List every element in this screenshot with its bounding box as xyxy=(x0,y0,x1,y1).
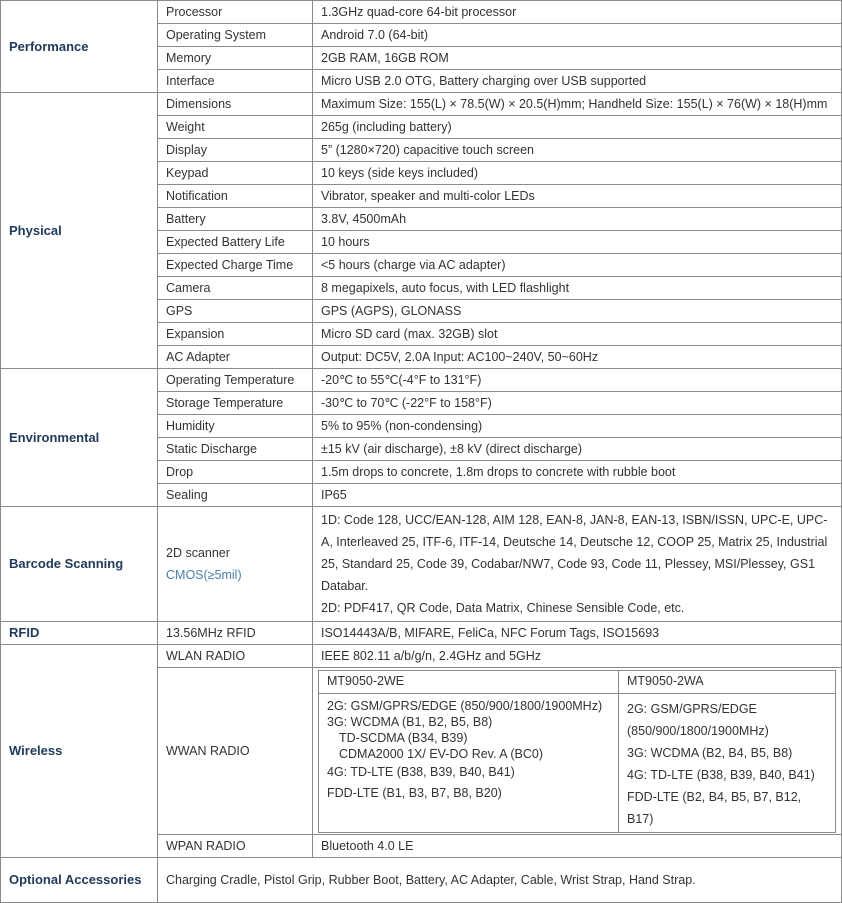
spec-value: -20℃ to 55℃(-4°F to 131°F) xyxy=(313,369,842,392)
spec-label: Memory xyxy=(158,47,313,70)
spec-value: GPS (AGPS), GLONASS xyxy=(313,300,842,323)
spec-label: Processor xyxy=(158,1,313,24)
spec-value: 5% to 95% (non-condensing) xyxy=(313,415,842,438)
spec-value: ISO14443A/B, MIFARE, FeliCa, NFC Forum Tags, ISO15693 xyxy=(313,622,842,645)
spec-label: Operating Temperature xyxy=(158,369,313,392)
model-bands xyxy=(619,694,836,833)
spec-label xyxy=(158,507,313,622)
spec-value: Micro SD card (max. 32GB) slot xyxy=(313,323,842,346)
scanner-sublabel: CMOS(≥5mil) xyxy=(166,568,242,582)
band-line: 3G: WCDMA (B2, B4, B5, B8) xyxy=(627,746,793,760)
spec-label: Operating System xyxy=(158,24,313,47)
table-row xyxy=(319,671,836,694)
spec-label: Humidity xyxy=(158,415,313,438)
wwan-models-table xyxy=(318,670,836,833)
table-row xyxy=(1,369,842,392)
spec-label: Notification xyxy=(158,185,313,208)
spec-value: IEEE 802.11 a/b/g/n, 2.4GHz and 5GHz xyxy=(313,645,842,668)
spec-label: Expansion xyxy=(158,323,313,346)
spec-label: Dimensions xyxy=(158,93,313,116)
table-row xyxy=(1,1,842,24)
table-row xyxy=(1,645,842,668)
spec-value: Android 7.0 (64-bit) xyxy=(313,24,842,47)
spec-label: Storage Temperature xyxy=(158,392,313,415)
spec-label: 13.56MHz RFID xyxy=(158,622,313,645)
spec-label: Interface xyxy=(158,70,313,93)
spec-value: 5” (1280×720) capacitive touch screen xyxy=(313,139,842,162)
section-category: Environmental xyxy=(1,369,158,507)
spec-value: Maximum Size: 155(L) × 78.5(W) × 20.5(H)mm; Handheld Size: 155(L) × 76(W) × 18(H)mm xyxy=(313,93,842,116)
spec-label: AC Adapter xyxy=(158,346,313,369)
section-category: Wireless xyxy=(1,645,158,858)
band-line: FDD-LTE (B2, B4, B5, B7, B12, B17) xyxy=(627,790,802,826)
spec-label: WPAN RADIO xyxy=(158,835,313,858)
spec-value: Bluetooth 4.0 LE xyxy=(313,835,842,858)
scanner-type: 2D scanner xyxy=(166,546,230,560)
section-category: Optional Accessories xyxy=(1,858,158,903)
spec-value xyxy=(313,507,842,622)
spec-label: Expected Battery Life xyxy=(158,231,313,254)
table-row xyxy=(1,93,842,116)
section-category: Physical xyxy=(1,93,158,369)
band-line: 4G: TD-LTE (B38, B39, B40, B41) xyxy=(327,765,515,779)
band-line: 2G: GSM/GPRS/EDGE (850/900/1800/1900MHz) xyxy=(627,702,769,738)
spec-value: 1.3GHz quad-core 64-bit processor xyxy=(313,1,842,24)
band-line: FDD-LTE (B1, B3, B7, B8, B20) xyxy=(327,786,502,800)
table-row xyxy=(319,694,836,833)
spec-value: IP65 xyxy=(313,484,842,507)
barcode-2d: 2D: PDF417, QR Code, Data Matrix, Chinese Sensible Code, etc. xyxy=(321,601,685,615)
spec-label: Expected Charge Time xyxy=(158,254,313,277)
spec-label: GPS xyxy=(158,300,313,323)
spec-label: Camera xyxy=(158,277,313,300)
model-name: MT9050-2WE xyxy=(319,671,619,694)
spec-label: Keypad xyxy=(158,162,313,185)
section-category: RFID xyxy=(1,622,158,645)
table-row xyxy=(1,858,842,903)
spec-value: Micro USB 2.0 OTG, Battery charging over USB supported xyxy=(313,70,842,93)
spec-value: 2GB RAM, 16GB ROM xyxy=(313,47,842,70)
band-line: 3G: WCDMA (B1, B2, B5, B8) xyxy=(327,715,493,729)
spec-value: 265g (including battery) xyxy=(313,116,842,139)
spec-value: 10 hours xyxy=(313,231,842,254)
spec-label: Sealing xyxy=(158,484,313,507)
band-line: 2G: GSM/GPRS/EDGE (850/900/1800/1900MHz) xyxy=(327,699,603,713)
spec-value: <5 hours (charge via AC adapter) xyxy=(313,254,842,277)
band-line: CDMA2000 1X/ EV-DO Rev. A (BC0) xyxy=(339,747,544,761)
spec-value: Output: DC5V, 2.0A Input: AC100~240V, 50~60Hz xyxy=(313,346,842,369)
spec-label: Drop xyxy=(158,461,313,484)
table-row xyxy=(1,507,842,622)
spec-label: Battery xyxy=(158,208,313,231)
spec-value: 10 keys (side keys included) xyxy=(313,162,842,185)
spec-value: -30℃ to 70℃ (-22°F to 158°F) xyxy=(313,392,842,415)
spec-value: Charging Cradle, Pistol Grip, Rubber Boot, Battery, AC Adapter, Cable, Wrist Strap, Hand Strap. xyxy=(158,858,842,903)
band-line: 4G: TD-LTE (B38, B39, B40, B41) xyxy=(627,768,815,782)
spec-label: Static Discharge xyxy=(158,438,313,461)
spec-value xyxy=(313,668,842,835)
model-name: MT9050-2WA xyxy=(619,671,836,694)
barcode-1d: 1D: Code 128, UCC/EAN-128, AIM 128, EAN-8, JAN-8, EAN-13, ISBN/ISSN, UPC-E, UPC-A, Interleaved 25, ITF-6, ITF-14, Deutsche 14, Deutsche 12, COOP 25, Matrix 25, Industrial 25, Standard 25, Code 39, Codabar/NW7, Code 93, Code 11, Plessey, MSI/Plessey, GS1 Databar. xyxy=(321,513,828,593)
spec-label: WLAN RADIO xyxy=(158,645,313,668)
section-category: Barcode Scanning xyxy=(1,507,158,622)
table-row xyxy=(1,622,842,645)
spec-label: Weight xyxy=(158,116,313,139)
spec-label: Display xyxy=(158,139,313,162)
model-bands xyxy=(319,694,619,833)
spec-value: 1.5m drops to concrete, 1.8m drops to concrete with rubble boot xyxy=(313,461,842,484)
section-category: Performance xyxy=(1,1,158,93)
spec-value: 8 megapixels, auto focus, with LED flashlight xyxy=(313,277,842,300)
band-line: TD-SCDMA (B34, B39) xyxy=(339,731,468,745)
spec-label: WWAN RADIO xyxy=(158,668,313,835)
spec-value: Vibrator, speaker and multi-color LEDs xyxy=(313,185,842,208)
spec-value: ±15 kV (air discharge), ±8 kV (direct discharge) xyxy=(313,438,842,461)
spec-value: 3.8V, 4500mAh xyxy=(313,208,842,231)
